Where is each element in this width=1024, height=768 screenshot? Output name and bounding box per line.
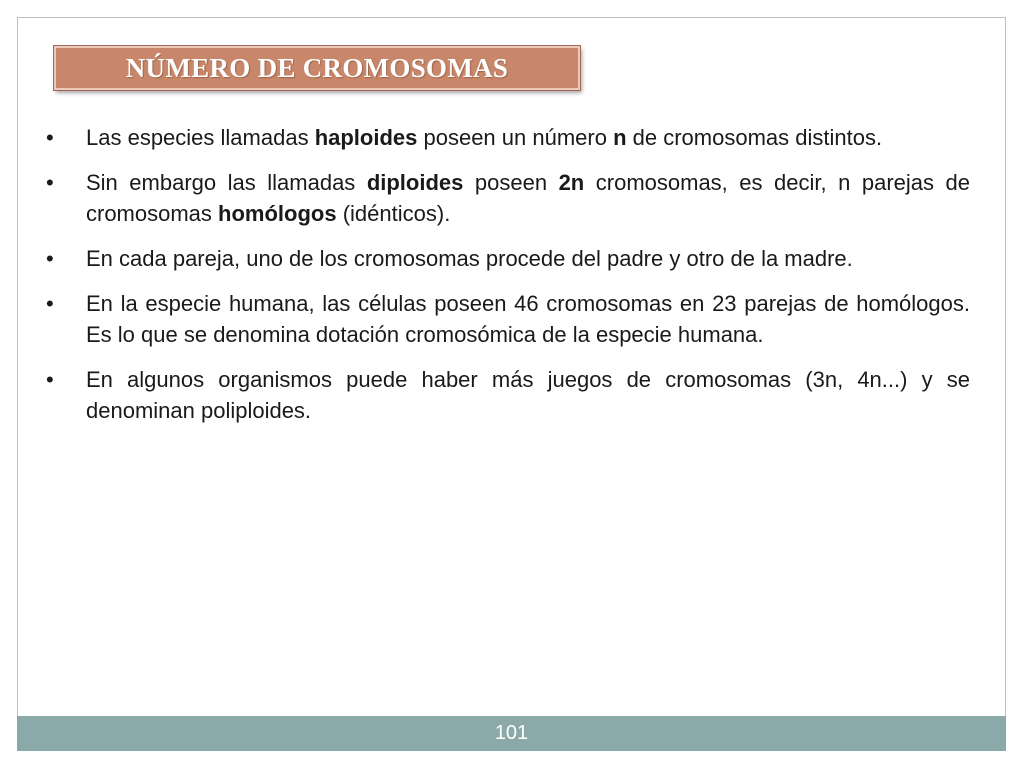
footer-bar <box>17 716 1006 751</box>
bullet-text: En la especie humana, las células poseen 46 cromosomas en 23 parejas de homólogos. Es lo que se denomina dotación cromosómica de la especie humana. <box>86 291 970 347</box>
bullet-dot: • <box>46 367 54 392</box>
bullet-text: Sin embargo las llamadas diploides poseen 2n cromosomas, es decir, n parejas de cromosomas homólogos (idénticos). <box>86 170 970 226</box>
title-banner <box>54 46 580 90</box>
bullet-dot: • <box>46 125 54 150</box>
bullet-item <box>46 288 970 350</box>
bullet-item <box>46 122 970 153</box>
bullet-item <box>46 243 970 274</box>
bullet-list <box>46 122 970 440</box>
bullet-item <box>46 364 970 426</box>
bullet-dot: • <box>46 246 54 271</box>
bullet-text: Las especies llamadas haploides poseen un número n de cromosomas distintos. <box>86 125 883 150</box>
page-number: 101 <box>494 722 529 744</box>
slide-title: NÚMERO DE CROMOSOMAS <box>125 52 509 83</box>
bullet-dot: • <box>46 170 54 195</box>
bullet-item <box>46 167 970 229</box>
bullet-dot: • <box>46 291 54 316</box>
bullet-text: En cada pareja, uno de los cromosomas procede del padre y otro de la madre. <box>86 246 853 271</box>
bullet-text: En algunos organismos puede haber más juegos de cromosomas (3n, 4n...) y se denominan poliploides. <box>86 367 970 423</box>
